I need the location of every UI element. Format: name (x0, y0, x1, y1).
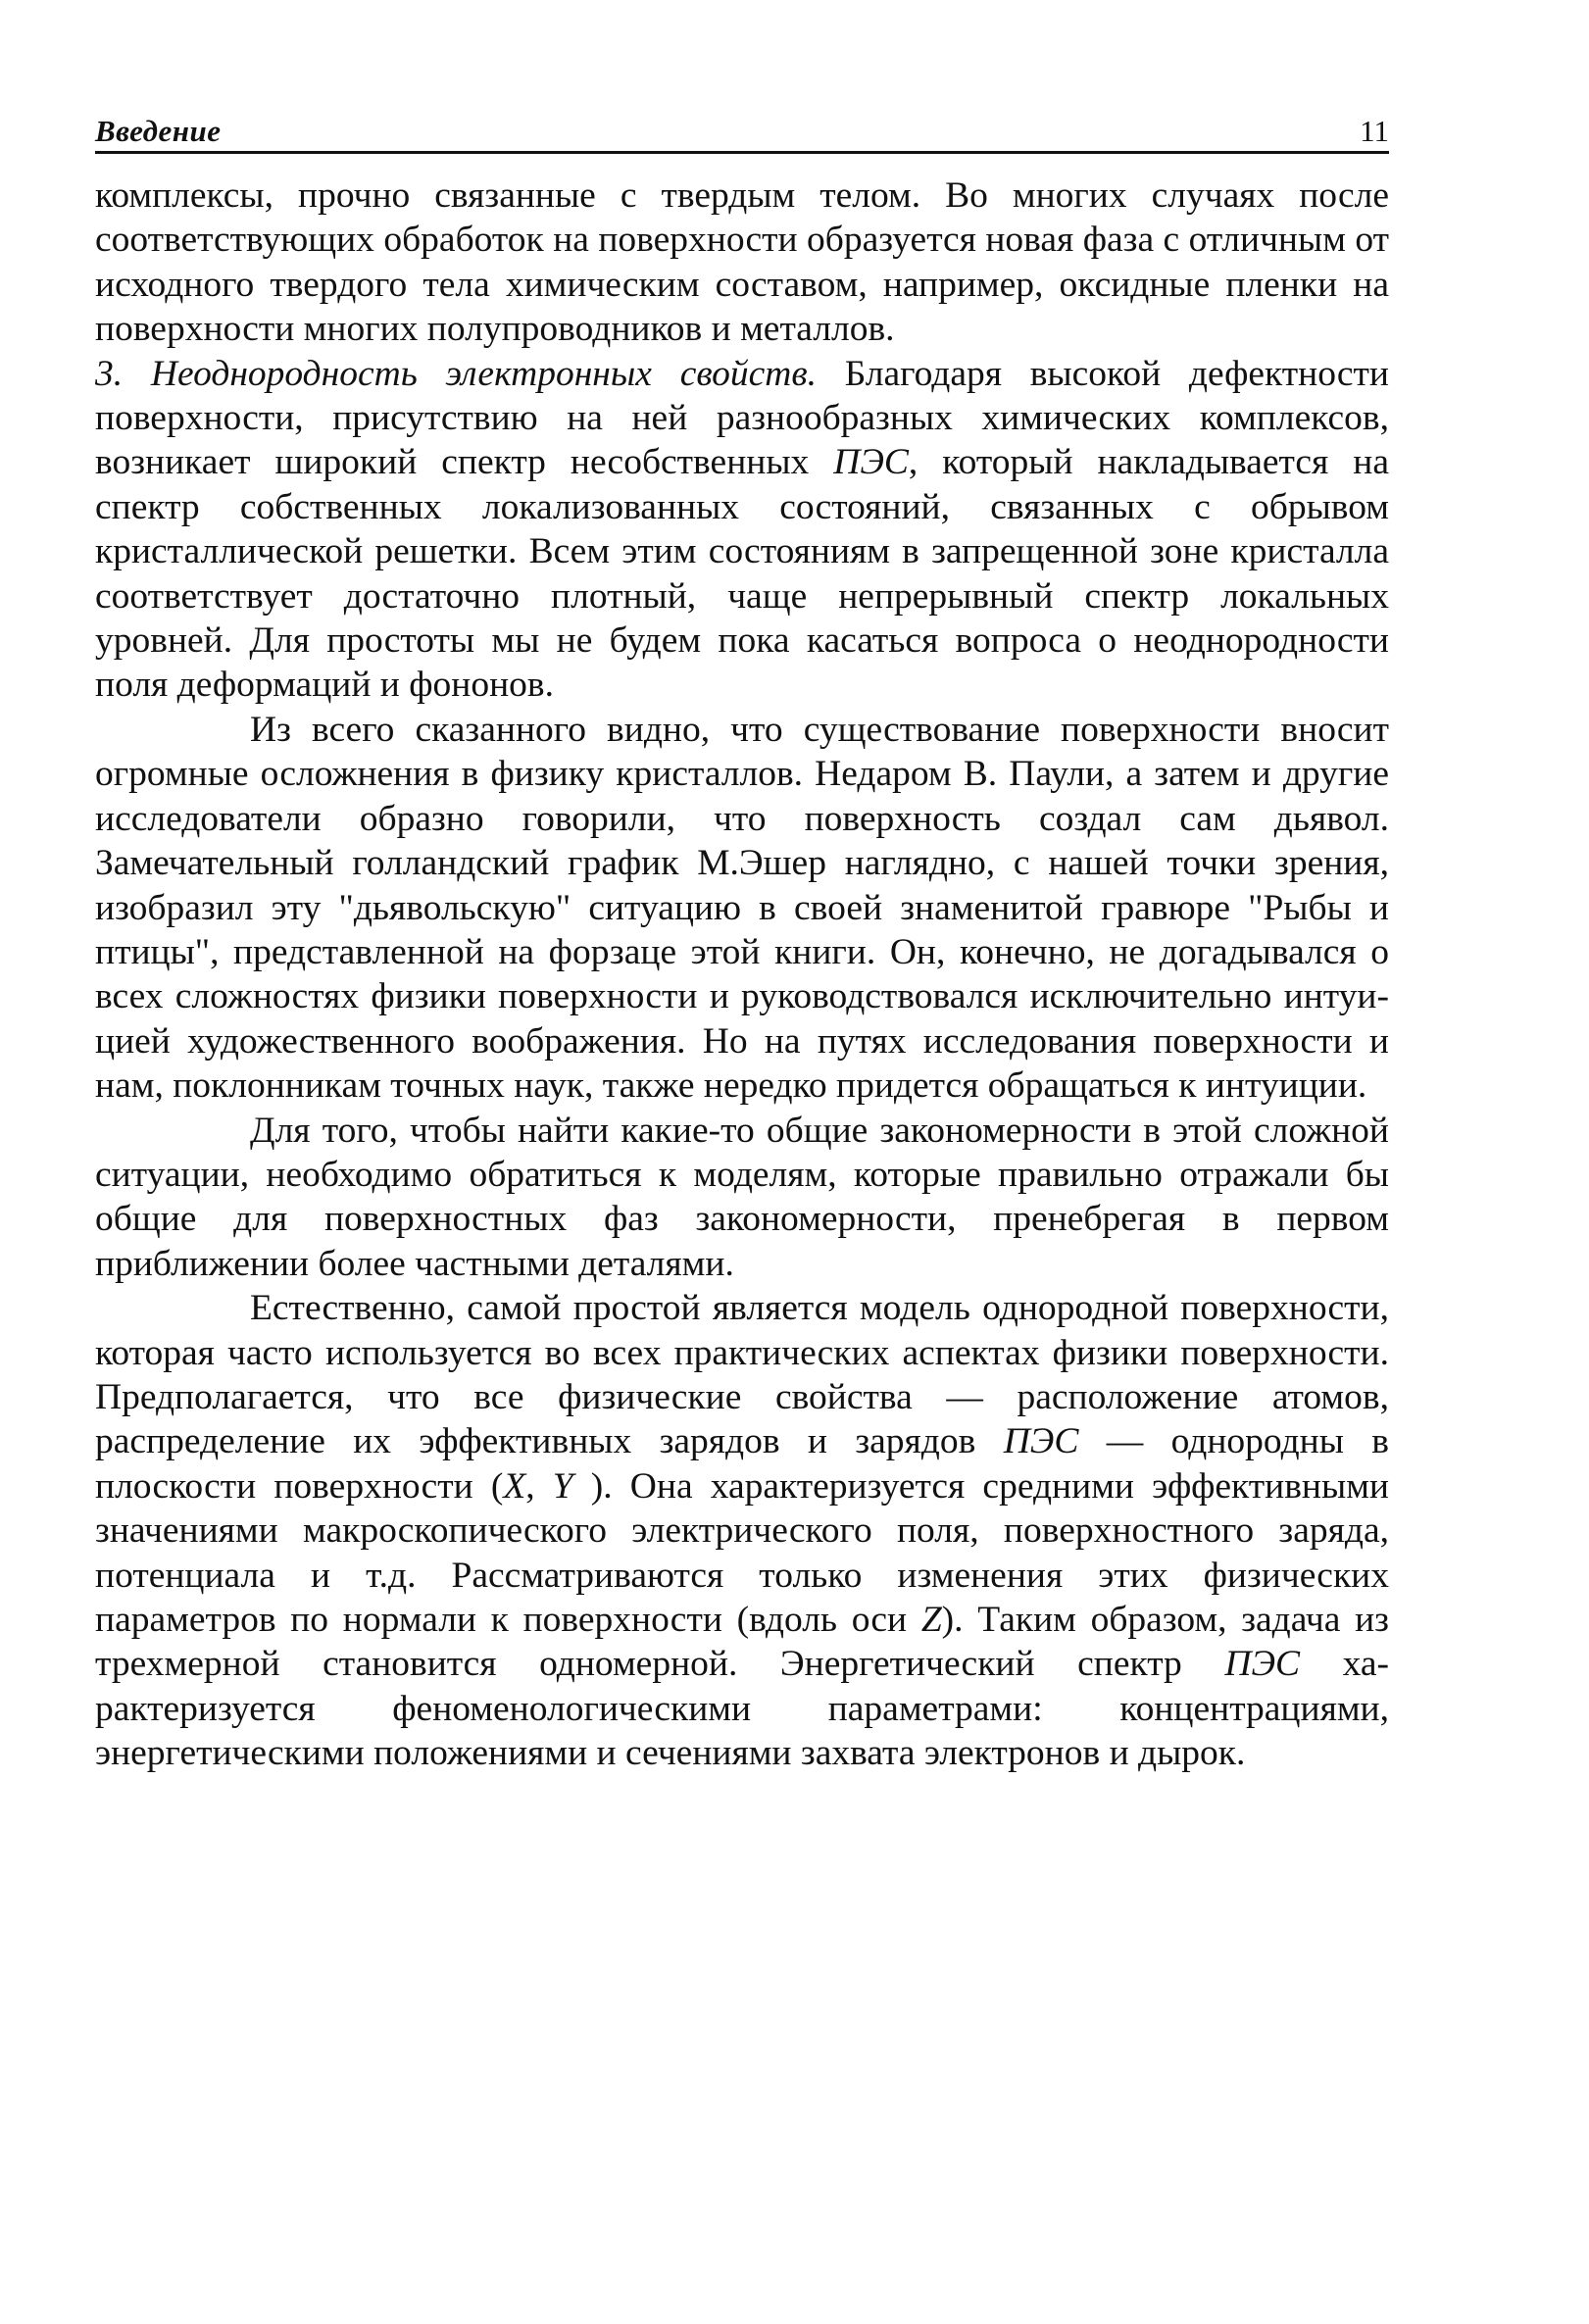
text-span: , который накладывается на спектр собственных локализованных состояний, связанных с обрывом кристаллической решетки. Всем этим состояниям в запрещенной зоне кристалла соответствует достаточно плотный, чаще непрерывный спектр локальных уровней. Для простоты мы не будем пока касаться вопроса о неоднородности поля деформаций и фононов. (95, 442, 1389, 706)
running-title: Введение (95, 114, 222, 148)
text-span: характеризуется феноменологическими параметрами: концентрациями, энергетическими положениями и сечениями захвата электронов и дырок. (95, 1644, 1389, 1774)
axis-variable: X (503, 1465, 526, 1507)
text-span: — однородны в плоскости поверхности ( (95, 1421, 1389, 1507)
text-span: , (525, 1465, 553, 1507)
running-header (95, 108, 1389, 154)
abbreviation: ПЭС (833, 442, 909, 483)
text-span: ). Таким образом, задача из трехмерной становится одномерной. Энергетический спектр (95, 1600, 1389, 1685)
paragraph-1: комплексы, прочно связанные с твердым телом. Во многих случаях после соответствующих обработок на поверхности образуется новая фаза с отличным от исходного твердого тела химическим составом, например, оксидные пленки на поверхности многих полупроводников и металлов. (95, 175, 1389, 350)
paragraph-2 (95, 352, 1389, 708)
body-text (95, 173, 1389, 1776)
text-span: Благодаря высокой дефектности поверхности, присутствию на ней разнообразных химических комплексов, возникает широкий спектр несобственных (95, 353, 1389, 483)
text-span: ). Она характеризуется средними эффективными значениями макроскопического электрического поля, поверхностного заряда, потенциала и т.д. Рассматриваются только изменения этих физических параметров по нормали к поверхности (вдоль оси (95, 1465, 1389, 1640)
abbreviation: ПЭС (1224, 1644, 1301, 1685)
page-number: 11 (1360, 114, 1389, 148)
paragraph-3: Из всего сказанного видно, что существование поверхности вносит огромные осложнения в физику кристаллов. Недаром В. Паули, а затем и другие исследователи образно говорили, что поверхность создал сам дьявол. Замечательный голландский график М.Эшер наглядно, с нашей точки зрения, изобразил эту "дьявольскую" ситуацию в своей знаменитой гравюре "Рыбы и птицы", представленной на форзаце этой книги. Он, конечно, не догадывался о всех сложностях физики поверхности и руководствовался исключительно интуицией художественного воображения. Но на путях исследования поверхности и нам, поклонникам точных наук, также нередко придется обращаться к интуиции. (95, 709, 1389, 1107)
section-heading: 3. Неоднородность электронных свойств. (95, 353, 817, 394)
book-page (95, 108, 1389, 1776)
paragraph-5 (95, 1286, 1389, 1775)
paragraph-4: Для того, чтобы найти какие-то общие закономерности в этой сложной ситуации, необходимо обратиться к моделям, которые правильно отражали бы общие для поверхностных фаз закономерности, пренебрегая в первом приближении более частными деталями. (95, 1110, 1389, 1284)
abbreviation: ПЭС (1003, 1421, 1079, 1462)
axis-variable: Y (552, 1465, 573, 1507)
axis-variable: Z (920, 1600, 942, 1640)
text-span: Естественно, самой простой является модель однородной поверхности, которая часто используется во всех практических аспектах физики поверхности. Предполагается, что все физические свойства — расположение атомов, распределение их эффективных зарядов и зарядов (95, 1288, 1389, 1462)
